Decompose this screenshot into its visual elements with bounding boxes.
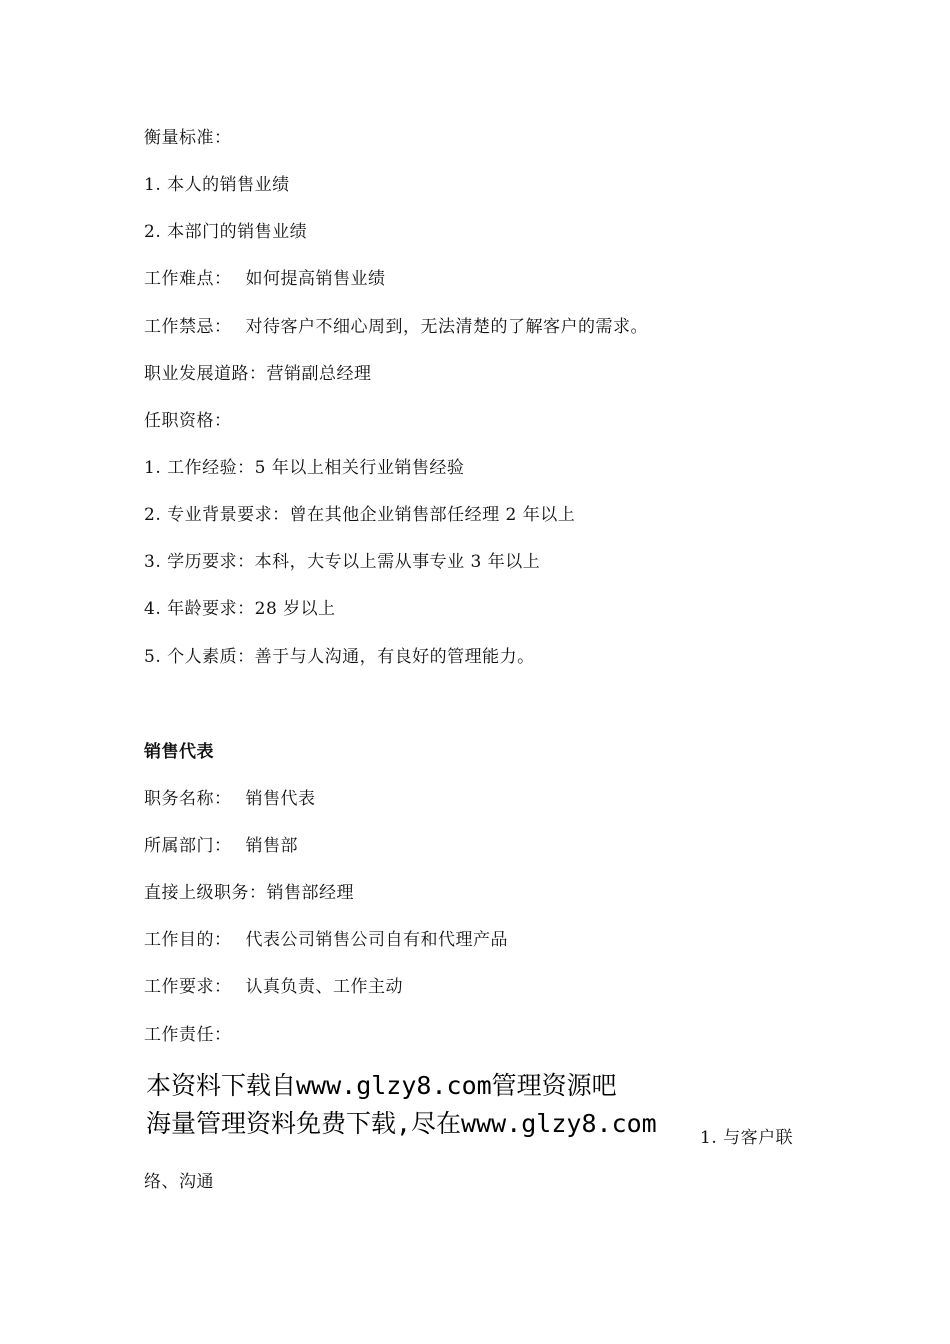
taboo-value: 对待客户不细心周到，无法清楚的了解客户的需求。 (245, 317, 648, 337)
responsibility-item-start: 1. 与客户联 (700, 1128, 794, 1148)
department-value: 销售部 (245, 836, 298, 856)
criteria-label: 衡量标准： (144, 128, 232, 148)
requirement-row (144, 976, 403, 998)
difficulty-row (144, 268, 386, 290)
criteria-item-2: 2. 本部门的销售业绩 (144, 222, 308, 242)
purpose-label: 工作目的： (144, 930, 232, 950)
qualification-item-1: 1. 工作经验：5 年以上相关行业销售经验 (144, 458, 465, 478)
watermark-line-1: 本资料下载自www.glzy8.com管理资源吧 (146, 1071, 617, 1100)
difficulty-value: 如何提高销售业绩 (245, 269, 386, 289)
difficulty-label: 工作难点： (144, 269, 232, 289)
position-value: 销售代表 (245, 789, 316, 809)
purpose-value: 代表公司销售公司自有和代理产品 (245, 930, 508, 950)
department-row (144, 835, 298, 857)
requirement-label: 工作要求： (144, 977, 232, 997)
requirement-value: 认真负责、工作主动 (245, 977, 403, 997)
qualification-item-5: 5. 个人素质：善于与人沟通，有良好的管理能力。 (144, 647, 535, 667)
qualification-item-2: 2. 专业背景要求：曾在其他企业销售部任经理 2 年以上 (144, 505, 576, 525)
responsibility-item-end: 络、沟通 (144, 1172, 214, 1192)
qualifications-label: 任职资格： (144, 411, 232, 431)
responsibility-label: 工作责任： (144, 1025, 232, 1045)
purpose-row (144, 929, 508, 951)
department-label: 所属部门： (144, 836, 232, 856)
position-label: 职务名称： (144, 789, 232, 809)
criteria-item-1: 1. 本人的销售业绩 (144, 175, 290, 195)
position-row (144, 788, 316, 810)
watermark-line-2: 海量管理资料免费下载,尽在www.glzy8.com (146, 1109, 657, 1138)
section-title: 销售代表 (144, 742, 214, 762)
qualification-item-4: 4. 年龄要求：28 岁以上 (144, 599, 336, 619)
qualification-item-3: 3. 学历要求：本科，大专以上需从事专业 3 年以上 (144, 552, 541, 572)
taboo-row (144, 316, 648, 338)
career-path: 职业发展道路：营销副总经理 (144, 364, 372, 384)
taboo-label: 工作禁忌： (144, 317, 232, 337)
supervisor-row: 直接上级职务：销售部经理 (144, 883, 354, 903)
